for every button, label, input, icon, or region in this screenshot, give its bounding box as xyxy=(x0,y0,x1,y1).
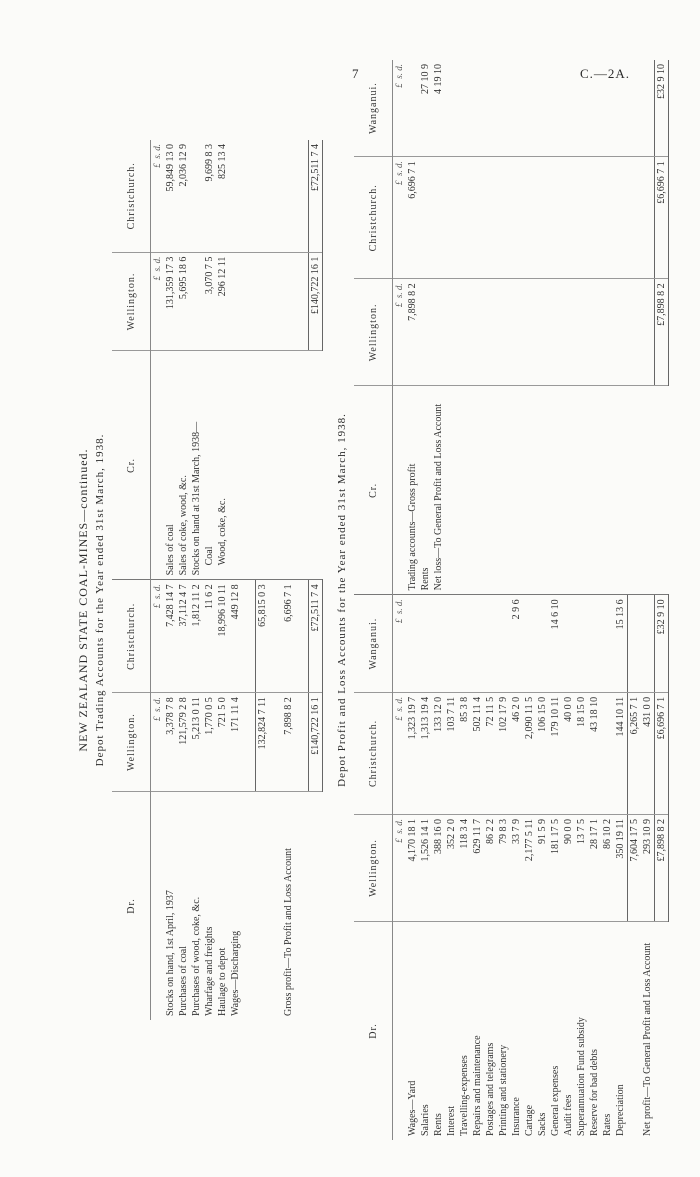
subtotal-row xyxy=(628,60,642,1140)
blank-cell xyxy=(562,157,575,279)
blank-cell xyxy=(549,60,562,157)
unit-pound: £ xyxy=(394,302,404,308)
row-label: Wharfage and freights xyxy=(204,926,215,1016)
blank-cell xyxy=(575,279,588,386)
cell-value xyxy=(406,60,419,157)
cell-value: 106 15 0 xyxy=(536,692,549,814)
cell-value: £72,511 7 4 xyxy=(309,580,323,693)
blank-cell xyxy=(588,279,601,386)
cell-value: 4,170 18 1 xyxy=(406,815,419,922)
cell-value: 33 7 9 xyxy=(510,815,523,922)
row-label: Insurance xyxy=(511,1097,522,1136)
cell-value: 1,526 14 1 xyxy=(419,815,432,922)
unit-pence: d. xyxy=(394,819,404,826)
cell-value: 3,378 7 8 xyxy=(164,693,177,792)
blank-cell xyxy=(458,386,471,595)
blank-cell xyxy=(497,279,510,386)
cell-value: 27 10 9 xyxy=(419,60,432,157)
blank-cell xyxy=(445,279,458,386)
cell-value: £6,696 7 1 xyxy=(655,157,669,279)
cell-value xyxy=(601,692,614,814)
cell-value: 293 10 9 xyxy=(641,815,655,922)
cell-value: 132,824 7 11 xyxy=(256,693,270,792)
unit-pound: £ xyxy=(152,716,162,721)
blank-cell xyxy=(655,386,669,595)
unit-pound: £ xyxy=(394,716,404,721)
cell-value xyxy=(575,595,588,693)
blank-cell xyxy=(562,279,575,386)
blank-cell xyxy=(510,157,523,279)
cell-value xyxy=(497,595,510,693)
cell-value xyxy=(628,595,642,693)
blank-cell xyxy=(641,157,655,279)
cell-value xyxy=(406,595,419,693)
table-row xyxy=(432,60,445,1140)
blank-cell xyxy=(549,157,562,279)
row-label: Printing and stationery xyxy=(498,1044,509,1136)
blank-cell xyxy=(445,386,458,595)
unit-pence: d. xyxy=(394,161,404,168)
blank-cell xyxy=(484,157,497,279)
table-row xyxy=(523,60,536,1140)
trading-dr-col-wellington: Wellington. xyxy=(112,693,151,792)
unit-shilling: s. xyxy=(394,828,404,834)
cell-value xyxy=(484,595,497,693)
cell-value: 179 10 11 xyxy=(549,692,562,814)
total-row xyxy=(309,140,323,1020)
cell-value: 13 7 5 xyxy=(575,815,588,922)
cell-value: 1,812 11 2 xyxy=(190,580,203,693)
cell-value: £7,898 8 2 xyxy=(655,279,669,386)
blank-cell xyxy=(484,386,497,595)
cell-value: 2,036 12 9 xyxy=(177,140,190,252)
cell-value: 7,898 8 2 xyxy=(282,693,295,792)
cell-value: 1,770 0 5 xyxy=(203,693,216,792)
table-row xyxy=(203,140,216,1020)
blank-cell xyxy=(575,157,588,279)
row-label: Purchases of wood, coke, &c. xyxy=(191,896,202,1016)
table-row xyxy=(445,60,458,1140)
row-label: Stocks on hand, 1st April, 1937 xyxy=(165,890,176,1016)
cell-value: 91 5 9 xyxy=(536,815,549,922)
cell-value xyxy=(432,279,445,386)
cell-value: £72,511 7 4 xyxy=(309,140,323,252)
blank-cell xyxy=(601,60,614,157)
unit-pence: d. xyxy=(394,283,404,291)
row-label: Reserve for bad debts xyxy=(589,1049,600,1136)
cell-value: 352 2 0 xyxy=(445,815,458,922)
row-label: Depreciation xyxy=(615,1084,627,1136)
blank-cell xyxy=(471,279,484,386)
cell-value: 7,428 14 7 xyxy=(164,580,177,693)
unit-pound: £ xyxy=(152,163,162,168)
blank-cell xyxy=(523,279,536,386)
blank-cell xyxy=(523,60,536,157)
row-label: Wood, coke, &c. xyxy=(216,351,229,580)
cell-value: 5,213 0 11 xyxy=(190,693,203,792)
blank-cell xyxy=(614,386,628,595)
table-row xyxy=(497,60,510,1140)
cell-value: 102 17 9 xyxy=(497,692,510,814)
unit-shilling: s. xyxy=(152,706,162,712)
blank-cell xyxy=(536,60,549,157)
blank-cell xyxy=(628,157,642,279)
blank-cell xyxy=(614,60,628,157)
unit-pence: d. xyxy=(152,256,162,264)
pl-cr-col-christchurch: Christchurch. xyxy=(354,157,393,279)
unit-pence: d. xyxy=(152,584,162,592)
blank-cell xyxy=(549,386,562,595)
table-row xyxy=(614,60,628,1140)
cell-value xyxy=(523,595,536,693)
pl-title: Depot Profit and Loss Accounts for the Year ended 31st March, 1938. xyxy=(336,413,348,787)
cell-value: 65,815 0 3 xyxy=(256,580,270,693)
blank-cell xyxy=(641,279,655,386)
row-label: General expenses xyxy=(550,1065,561,1136)
blank-cell xyxy=(497,60,510,157)
blank-cell xyxy=(628,279,642,386)
table-row xyxy=(458,60,471,1140)
rotated-sheet xyxy=(20,60,675,1140)
pl-cr-head: Cr. xyxy=(354,386,393,595)
blank-cell xyxy=(458,60,471,157)
table-row xyxy=(549,60,562,1140)
cell-value: 7,898 8 2 xyxy=(406,279,419,386)
row-label: Net loss—To General Profit and Loss Account xyxy=(432,386,445,595)
blank-cell xyxy=(588,386,601,595)
cell-value: 133 12 0 xyxy=(432,692,445,814)
blank-cell xyxy=(588,60,601,157)
cell-value: 18 15 0 xyxy=(575,692,588,814)
page-reference: C.—2A. xyxy=(580,66,631,81)
blank-cell xyxy=(575,60,588,157)
table-row xyxy=(216,140,229,1020)
table-row xyxy=(190,140,203,1020)
row-label: Cartage xyxy=(524,1104,535,1136)
cell-value xyxy=(190,252,203,351)
cell-value: 46 2 0 xyxy=(510,692,523,814)
cell-value: 79 8 3 xyxy=(497,815,510,922)
cell-value: 86 2 2 xyxy=(484,815,497,922)
row-label: Haulage to depot xyxy=(217,947,228,1016)
unit-pence: d. xyxy=(394,64,404,71)
row-label: Rates xyxy=(602,1113,613,1136)
row-label: Audit fees xyxy=(563,1094,574,1136)
row-label: Repairs and maintenance xyxy=(472,1035,483,1136)
subtotal-row xyxy=(256,140,270,1020)
row-label: Wages—Yard xyxy=(407,1080,418,1136)
blank-cell xyxy=(510,386,523,595)
blank-cell xyxy=(445,60,458,157)
blank-cell xyxy=(575,386,588,595)
unit-pence: d. xyxy=(152,697,162,704)
cell-value: 6,696 7 1 xyxy=(406,157,419,279)
cell-value: 103 7 11 xyxy=(445,692,458,814)
cell-value: 59,849 13 0 xyxy=(164,140,177,252)
unit-pound: £ xyxy=(152,275,162,281)
cell-value: 9,699 8 3 xyxy=(203,140,216,252)
cell-value: 181 17 5 xyxy=(549,815,562,922)
table-row xyxy=(471,60,484,1140)
unit-shilling: s. xyxy=(394,73,404,79)
cell-value: 121,579 2 8 xyxy=(177,693,190,792)
cell-value: 15 13 6 xyxy=(614,595,628,693)
cell-value: 11 6 2 xyxy=(203,580,216,693)
blank-cell xyxy=(510,279,523,386)
blank-cell xyxy=(510,60,523,157)
row-label: Superannuation Fund subsidy xyxy=(576,1017,587,1136)
cell-value: 431 0 0 xyxy=(641,692,655,814)
blank-cell xyxy=(497,157,510,279)
trading-dr-head: Dr. xyxy=(112,792,151,1021)
cell-value: £7,898 8 2 xyxy=(655,815,669,922)
pl-cr-col-wanganui: Wanganui. xyxy=(354,60,393,157)
cell-value: £32 9 10 xyxy=(655,60,669,157)
blank-cell xyxy=(549,279,562,386)
row-label: Interest xyxy=(446,1106,457,1136)
blank-cell xyxy=(641,386,655,595)
cell-value: 350 19 11 xyxy=(614,815,628,922)
cell-value: 721 5 0 xyxy=(216,693,229,792)
cell-value: £6,696 7 1 xyxy=(655,692,669,814)
cell-value xyxy=(419,279,432,386)
table-row xyxy=(484,60,497,1140)
cell-value: 4 19 10 xyxy=(432,60,445,157)
cell-value: 449 12 8 xyxy=(229,580,242,693)
blank-cell xyxy=(536,157,549,279)
blank-cell xyxy=(458,279,471,386)
cell-value: 502 11 4 xyxy=(471,692,484,814)
unit-shilling: s. xyxy=(394,705,404,712)
unit-pound: £ xyxy=(394,838,404,843)
cell-value: £140,722 16 1 xyxy=(309,693,323,792)
row-label: Sales of coal xyxy=(164,351,177,580)
table-row xyxy=(164,140,177,1020)
cell-value: 6,265 7 1 xyxy=(628,692,642,814)
cell-value: 2 9 6 xyxy=(510,595,523,693)
trading-cr-col-christchurch: Christchurch. xyxy=(112,140,151,252)
unit-shilling: s. xyxy=(394,292,404,299)
cell-value: 18,996 10 11 xyxy=(216,580,229,693)
cell-value: 14 6 10 xyxy=(549,595,562,693)
blank-cell xyxy=(614,157,628,279)
unit-pound: £ xyxy=(394,618,404,624)
cell-value: 40 0 0 xyxy=(562,692,575,814)
unit-shilling: s. xyxy=(152,265,162,272)
blank-cell xyxy=(628,922,642,1141)
page-number: 7 xyxy=(352,66,359,81)
pl-dr-col-christchurch: Christchurch. xyxy=(354,692,393,814)
cell-value: 144 10 11 xyxy=(614,692,628,814)
unit-shilling: s. xyxy=(394,608,404,615)
table-row xyxy=(229,140,242,1020)
blank-cell xyxy=(601,386,614,595)
row-label: Stocks on hand at 31st March, 1938— xyxy=(190,351,203,580)
blank-cell xyxy=(588,157,601,279)
row-label: Travelling-expenses xyxy=(459,1055,470,1136)
cell-value xyxy=(588,595,601,693)
cell-value: 629 11 7 xyxy=(471,815,484,922)
table-row xyxy=(406,60,419,1140)
trading-cr-head: Cr. xyxy=(112,351,151,580)
cell-value xyxy=(601,595,614,693)
cell-value: 72 11 5 xyxy=(484,692,497,814)
row-label: Wages—Discharging xyxy=(230,930,241,1016)
cell-value xyxy=(419,595,432,693)
blank-cell xyxy=(562,60,575,157)
cell-value xyxy=(458,595,471,693)
unit-shilling: s. xyxy=(152,153,162,159)
row-label: Rents xyxy=(419,386,432,595)
blank-cell xyxy=(628,60,642,157)
blank-cell xyxy=(484,279,497,386)
cell-value: 3,070 7 5 xyxy=(203,252,216,351)
cell-value: £32 9 10 xyxy=(655,595,669,693)
cell-value: 1,323 19 7 xyxy=(406,692,419,814)
blank-cell xyxy=(614,279,628,386)
table-row xyxy=(588,60,601,1140)
table-row xyxy=(601,60,614,1140)
cell-value: 37,112 4 7 xyxy=(177,580,190,693)
row-label: Coal xyxy=(203,351,216,580)
blank-cell xyxy=(601,279,614,386)
cell-value: 7,604 17 5 xyxy=(628,815,642,922)
unit-pound: £ xyxy=(394,83,404,88)
row-label: Net profit—To General Profit and Loss Account xyxy=(641,942,653,1136)
unit-pence: d. xyxy=(394,599,404,607)
blank-cell xyxy=(458,157,471,279)
cell-value: 6,696 7 1 xyxy=(282,580,295,693)
total-row xyxy=(655,60,669,1140)
unit-pence: d. xyxy=(152,144,162,151)
table-row xyxy=(510,60,523,1140)
cell-value: 28 17 1 xyxy=(588,815,601,922)
row-label: Sales of coke, wood, &c. xyxy=(177,351,190,580)
blank-cell xyxy=(601,157,614,279)
trading-title: Depot Trading Accounts for the Year ended 31st March, 1938. xyxy=(94,433,106,767)
cell-value: 85 3 8 xyxy=(458,692,471,814)
cell-value xyxy=(419,157,432,279)
cell-value: 2,090 11 5 xyxy=(523,692,536,814)
table-row xyxy=(419,60,432,1140)
net-profit-row xyxy=(641,60,655,1140)
blank-cell xyxy=(471,386,484,595)
blank-cell xyxy=(628,386,642,595)
blank-cell xyxy=(536,386,549,595)
cell-value: 131,359 17 3 xyxy=(164,252,177,351)
pl-dr-head: Dr. xyxy=(354,922,393,1141)
cell-value: 118 3 4 xyxy=(458,815,471,922)
row-label: Sacks xyxy=(537,1112,548,1136)
pl-dr-col-wellington: Wellington. xyxy=(354,815,393,922)
blank-cell xyxy=(562,386,575,595)
unit-shilling: s. xyxy=(152,593,162,600)
blank-cell xyxy=(536,279,549,386)
row-label: Postages and telegrams xyxy=(485,1042,496,1136)
blank-cell xyxy=(655,922,669,1141)
unit-pound: £ xyxy=(152,603,162,609)
pl-dr-col-wanganui: Wanganui. xyxy=(354,595,393,693)
row-label: Purchases of coal xyxy=(178,946,189,1016)
cell-value: 825 13 4 xyxy=(216,140,229,252)
blank-cell xyxy=(484,60,497,157)
gross-profit-row xyxy=(282,140,295,1020)
blank-cell xyxy=(445,157,458,279)
pl-cr-col-wellington: Wellington. xyxy=(354,279,393,386)
row-label: Rents xyxy=(433,1113,444,1136)
row-label: Gross profit—To Profit and Loss Account xyxy=(282,848,294,1016)
blank-cell xyxy=(641,60,655,157)
blank-cell xyxy=(471,157,484,279)
unit-pence: d. xyxy=(394,696,404,704)
cell-value: 86 10 2 xyxy=(601,815,614,922)
cell-value xyxy=(445,595,458,693)
cell-value xyxy=(536,595,549,693)
cell-value xyxy=(432,595,445,693)
blank-cell xyxy=(471,60,484,157)
cell-value xyxy=(641,595,655,693)
cell-value: 2,177 5 11 xyxy=(523,815,536,922)
blank-cell xyxy=(497,386,510,595)
cell-value: 171 11 4 xyxy=(229,693,242,792)
table-row xyxy=(177,140,190,1020)
trading-dr-col-christchurch: Christchurch. xyxy=(112,580,151,693)
org-title: NEW ZEALAND STATE COAL-MINES—continued. xyxy=(76,448,90,752)
pl-table xyxy=(354,60,669,1140)
cell-value xyxy=(432,157,445,279)
cell-value: £140,722 16 1 xyxy=(309,252,323,351)
table-row xyxy=(536,60,549,1140)
cell-value: 5,695 18 6 xyxy=(177,252,190,351)
blank-cell xyxy=(523,386,536,595)
row-label: Trading accounts—Gross profit xyxy=(406,386,419,595)
cell-value: 388 16 0 xyxy=(432,815,445,922)
cell-value: 90 0 0 xyxy=(562,815,575,922)
cell-value xyxy=(190,140,203,252)
table-row xyxy=(562,60,575,1140)
cell-value: 1,313 19 4 xyxy=(419,692,432,814)
row-label: Salaries xyxy=(420,1104,431,1136)
trading-cr-col-wellington: Wellington. xyxy=(112,252,151,351)
cell-value: 296 12 11 xyxy=(216,252,229,351)
unit-pound: £ xyxy=(394,180,404,186)
table-row xyxy=(575,60,588,1140)
cell-value: 43 18 10 xyxy=(588,692,601,814)
cell-value xyxy=(471,595,484,693)
cell-value xyxy=(562,595,575,693)
trading-table xyxy=(112,140,323,1020)
unit-shilling: s. xyxy=(394,170,404,177)
blank-cell xyxy=(523,157,536,279)
